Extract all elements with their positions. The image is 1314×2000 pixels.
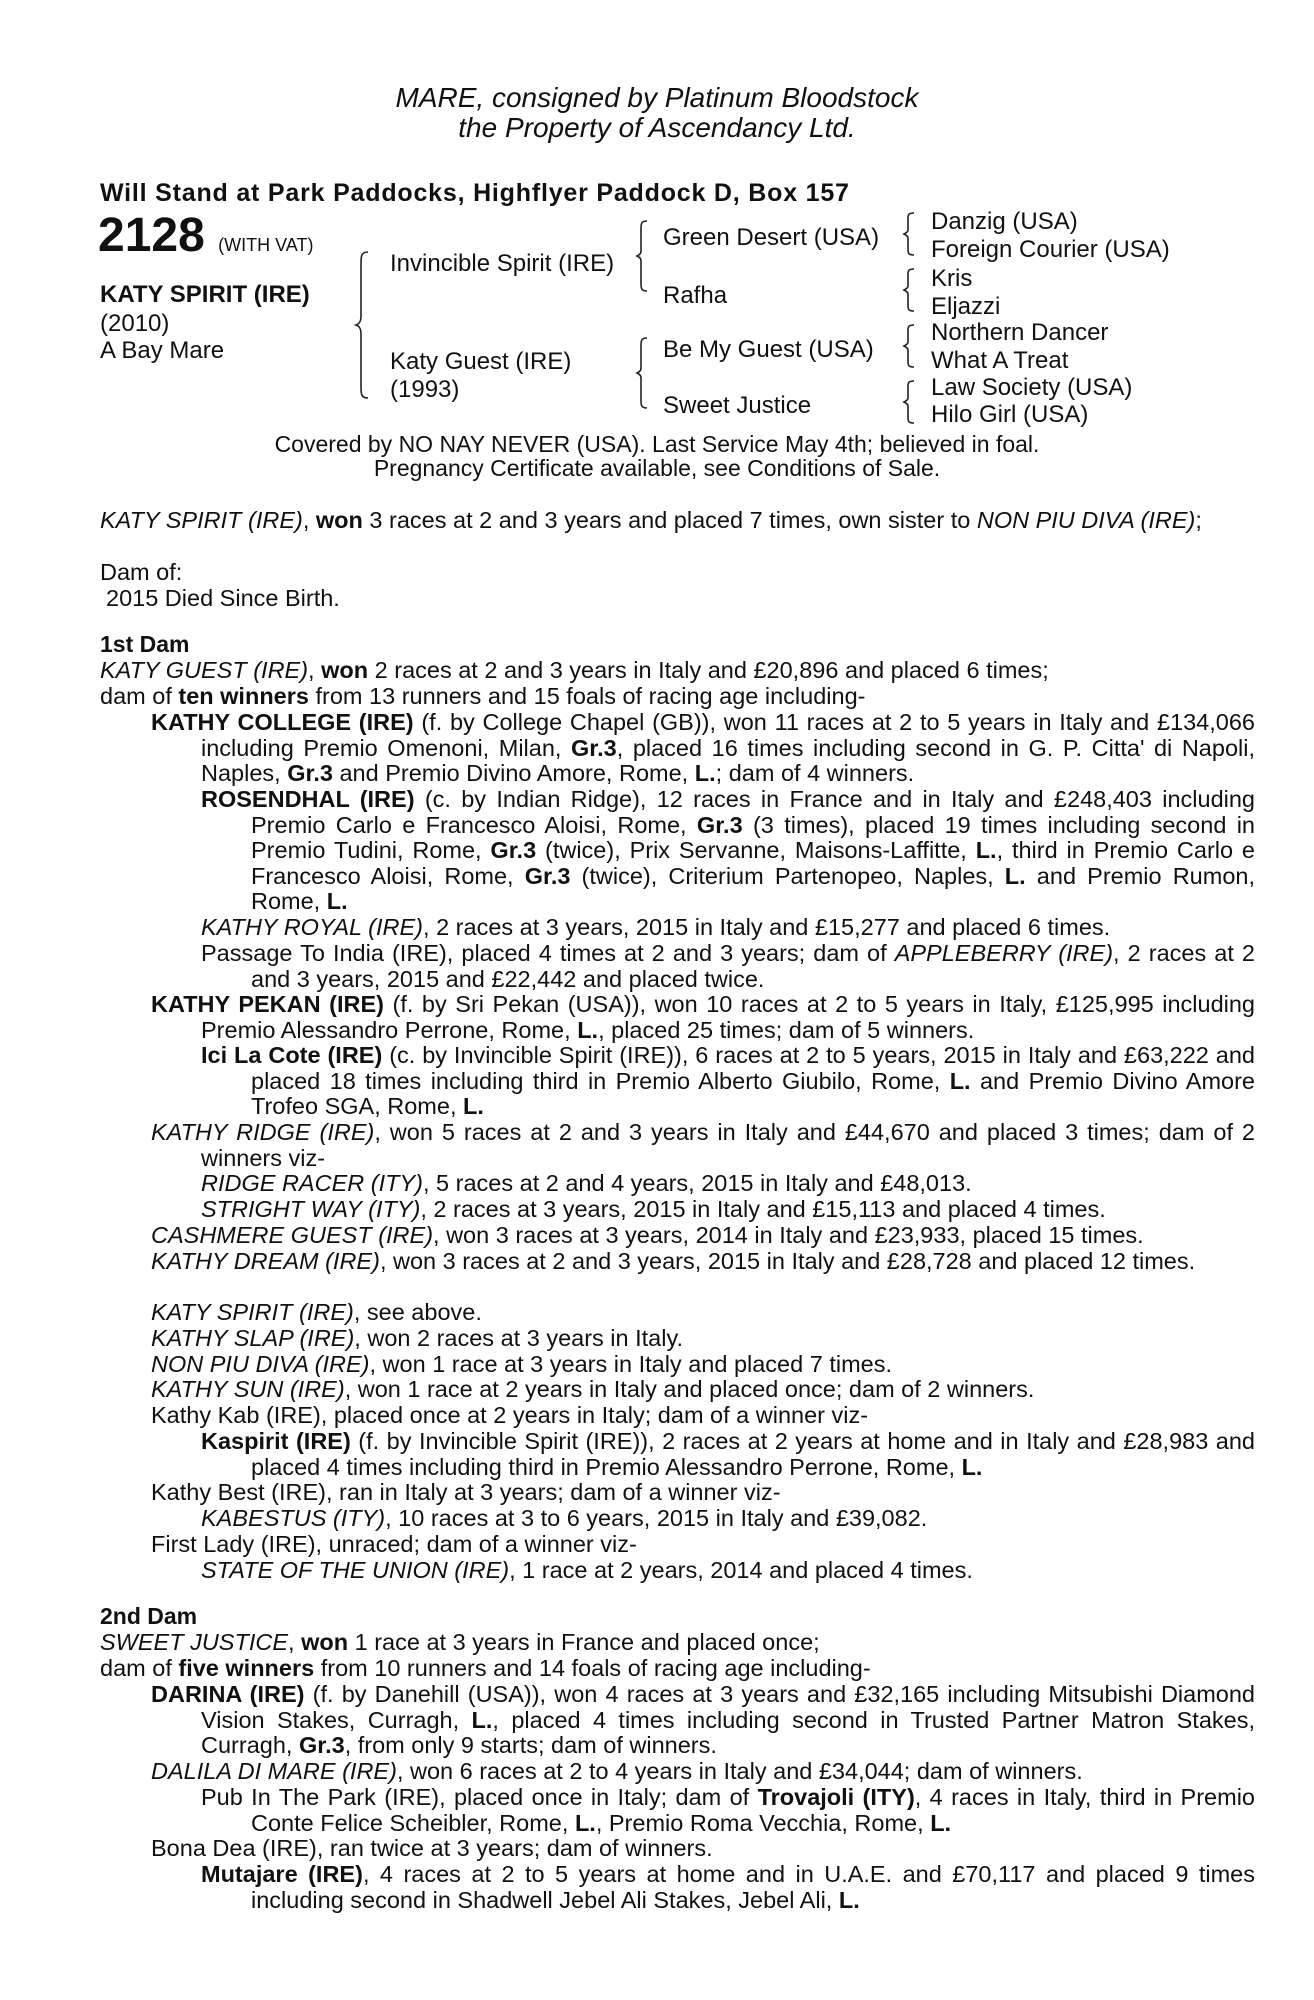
second-dam-record: SWEET JUSTICE, won 1 race at 3 years in France and placed once;	[100, 1629, 820, 1655]
dam-name: Katy Guest (IRE)	[390, 348, 572, 375]
stand-location: Will Stand at Park Paddocks, Highflyer Paddock D, Box 157	[100, 179, 850, 207]
grandsire-sire: Green Desert (USA)	[663, 224, 880, 251]
second-dam-produce: dam of five winners from 10 runners and 14 foals of racing age including-	[100, 1655, 871, 1681]
produce-entry: KABESTUS (ITY), 10 races at 3 to 6 years, 2015 in Italy and £39,082.	[201, 1505, 928, 1531]
produce-entry: STRIGHT WAY (ITY), 2 races at 3 years, 2015 in Italy and £15,113 and placed 4 times.	[201, 1196, 1106, 1222]
vat-note: (WITH VAT)	[218, 235, 314, 255]
ancestor: Danzig (USA)	[931, 208, 1078, 235]
produce-entry: DARINA (IRE) (f. by Danehill (USA)), won 4 races at 3 years and £32,165 including Mitsubishi Diamond Vision Stakes, Curragh, L., placed 4 times including second in Trusted Partner Matron Stakes, Curragh, Gr.3, from only 9 starts; dam of winners.	[151, 1681, 1255, 1759]
produce-entry: Mutajare (IRE), 4 races at 2 to 5 years at home and in U.A.E. and £70,117 and placed 9 times including second in Shadwell Jebel Ali Stakes, Jebel Ali, L.	[201, 1861, 1255, 1913]
pedigree-brace-sire	[637, 219, 649, 293]
produce-entry: ROSENDHAL (IRE) (c. by Indian Ridge), 12 races in France and in Italy and £248,403 including Premio Carlo e Francesco Aloisi, Rome, Gr.3 (3 times), placed 19 times including second in Premio Tudini, Rome, Gr.3 (twice), Prix Servanne, Maisons-Laffitte, L., third in Premio Carlo e Francesco Aloisi, Rome, Gr.3 (twice), Criterium Partenopeo, Naples, L. and Premio Rumon, Rome, L.	[201, 786, 1255, 915]
produce-entry: KATHY COLLEGE (IRE) (f. by College Chapel (GB)), won 11 races at 2 to 5 years in Italy and £134,066 including Premio Omenoni, Milan, Gr.3, placed 16 times including second in G. P. Citta' di Napoli, Naples, Gr.3 and Premio Divino Amore, Rome, L.; dam of 4 winners.	[151, 709, 1255, 787]
produce-entry: Kathy Best (IRE), ran in Italy at 3 years; dam of a winner viz-	[151, 1479, 781, 1505]
produce-entry: First Lady (IRE), unraced; dam of a winner viz-	[151, 1531, 637, 1557]
second-dam-heading: 2nd Dam	[100, 1603, 198, 1629]
produce-entry: CASHMERE GUEST (IRE), won 3 races at 3 years, 2014 in Italy and £23,933, placed 15 times.	[151, 1222, 1144, 1248]
pedigree-brace-dam	[637, 336, 649, 410]
ancestor: Northern Dancer	[931, 319, 1109, 346]
horse-description: A Bay Mare	[100, 337, 225, 364]
produce-entry: KATHY ROYAL (IRE), 2 races at 3 years, 2015 in Italy and £15,277 and placed 6 times.	[201, 914, 1111, 940]
produce-entry: KATHY DREAM (IRE), won 3 races at 2 and 3 years, 2015 in Italy and £28,728 and placed 12 times.	[151, 1248, 1196, 1274]
pedigree-brace-gs2	[904, 323, 916, 369]
birth-year: (2010)	[100, 310, 170, 337]
produce-entry: KATHY SLAP (IRE), won 2 races at 3 years in Italy.	[151, 1325, 684, 1351]
ancestor: Kris	[931, 265, 973, 292]
dam-year: (1993)	[390, 376, 460, 403]
produce-entry: STATE OF THE UNION (IRE), 1 race at 2 years, 2014 and placed 4 times.	[201, 1557, 973, 1583]
lot-number: 2128 (WITH VAT)	[98, 209, 314, 262]
grandsire-dam: Be My Guest (USA)	[663, 336, 874, 363]
pedigree-brace-gs1	[904, 211, 916, 257]
produce-entry: DALILA DI MARE (IRE), won 6 races at 2 to 4 years in Italy and £34,044; dam of winners.	[151, 1758, 1083, 1784]
dam-of-label: Dam of:	[100, 559, 183, 585]
produce-entry: Pub In The Park (IRE), placed once in Italy; dam of Trovajoli (ITY), 4 races in Italy, third in Premio Conte Felice Scheibler, Rome, L., Premio Roma Vecchia, Rome, L.	[201, 1784, 1255, 1836]
horse-name: KATY SPIRIT (IRE)	[100, 281, 310, 308]
produce-entry: RIDGE RACER (ITY), 5 races at 2 and 4 years, 2015 in Italy and £48,013.	[201, 1170, 972, 1196]
ancestor: What A Treat	[931, 347, 1069, 374]
pedigree-brace-main	[356, 250, 370, 400]
consignor-line: MARE, consigned by Platinum Bloodstock	[395, 82, 919, 113]
horse-summary: KATY SPIRIT (IRE), won 3 races at 2 and 3 years and placed 7 times, own sister to NON PIU DIVA (IRE);	[100, 507, 1202, 533]
ancestor: Foreign Courier (USA)	[931, 236, 1170, 263]
pregnancy-note: Pregnancy Certificate available, see Conditions of Sale.	[373, 455, 941, 481]
produce-entry: Kathy Kab (IRE), placed once at 2 years in Italy; dam of a winner viz-	[151, 1402, 869, 1428]
ancestor: Hilo Girl (USA)	[931, 401, 1089, 428]
produce-record: 2015 Died Since Birth.	[106, 585, 340, 611]
ancestor: Eljazzi	[931, 293, 1001, 320]
produce-entry: KATHY PEKAN (IRE) (f. by Sri Pekan (USA)), won 10 races at 2 to 5 years in Italy, £125,995 including Premio Alessandro Perrone, Rome, L., placed 25 times; dam of 5 winners.	[151, 991, 1256, 1043]
granddam-sire: Rafha	[663, 282, 728, 309]
first-dam-heading: 1st Dam	[100, 631, 190, 657]
pedigree-brace-gd2	[904, 379, 916, 425]
ancestor: Law Society (USA)	[931, 374, 1133, 401]
produce-entry: KATHY RIDGE (IRE), won 5 races at 2 and 3 years in Italy and £44,670 and placed 3 times; dam of 2 winners viz-	[151, 1119, 1255, 1171]
produce-entry: KATY SPIRIT (IRE), see above.	[151, 1299, 482, 1325]
first-dam-record: KATY GUEST (IRE), won 2 races at 2 and 3 years in Italy and £20,896 and placed 6 times;	[100, 657, 1049, 683]
produce-entry: Ici La Cote (IRE) (c. by Invincible Spirit (IRE)), 6 races at 2 to 5 years, 2015 in Italy and £63,222 and placed 18 times including third in Premio Alberto Giubilo, Rome, L. and Premio Divino Amore Trofeo SGA, Rome, L.	[201, 1042, 1255, 1120]
covering-note: Covered by NO NAY NEVER (USA). Last Service May 4th; believed in foal.	[274, 431, 1040, 457]
produce-entry: NON PIU DIVA (IRE), won 1 race at 3 years in Italy and placed 7 times.	[151, 1351, 892, 1377]
produce-entry: Passage To India (IRE), placed 4 times at 2 and 3 years; dam of APPLEBERRY (IRE), 2 races at 2 and 3 years, 2015 and £22,442 and placed twice.	[201, 940, 1255, 992]
property-line: the Property of Ascendancy Ltd.	[458, 112, 856, 143]
produce-entry: KATHY SUN (IRE), won 1 race at 2 years in Italy and placed once; dam of 2 winners.	[151, 1376, 1035, 1402]
granddam-dam: Sweet Justice	[663, 392, 812, 419]
first-dam-produce: dam of ten winners from 13 runners and 15 foals of racing age including-	[100, 683, 866, 709]
pedigree-brace-gd1	[904, 267, 916, 313]
produce-entry: Kaspirit (IRE) (f. by Invincible Spirit (IRE)), 2 races at 2 years at home and in Italy and £28,983 and placed 4 times including third in Premio Alessandro Perrone, Rome, L.	[201, 1428, 1255, 1480]
produce-entry: Bona Dea (IRE), ran twice at 3 years; dam of winners.	[151, 1835, 713, 1861]
sire-name: Invincible Spirit (IRE)	[390, 250, 615, 277]
